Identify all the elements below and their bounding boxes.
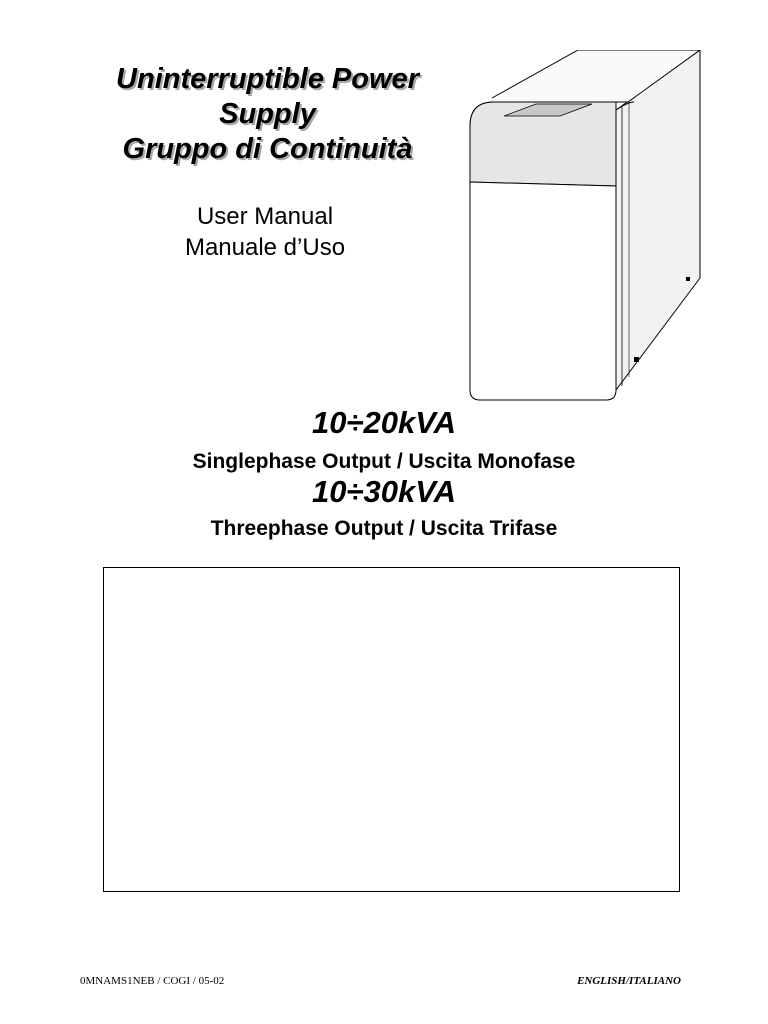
ups-cabinet-illustration xyxy=(466,50,702,402)
cabinet-foot-back xyxy=(686,277,690,281)
output-type-singlephase: Singlephase Output / Uscita Monofase xyxy=(192,450,576,473)
title-line-3: Gruppo di Continuità xyxy=(122,133,413,165)
subtitle-line-1: User Manual xyxy=(196,203,334,230)
blank-label-box xyxy=(103,567,680,892)
title-line-1: Uninterruptible Power xyxy=(116,63,419,95)
power-rating-threephase: 10÷30kVA xyxy=(312,474,456,509)
title-line-2: Supply xyxy=(219,98,316,130)
power-rating-singlephase: 10÷20kVA xyxy=(312,405,456,440)
output-type-threephase: Threephase Output / Uscita Trifase xyxy=(210,517,558,540)
document-subtitle xyxy=(80,201,450,263)
language-label: ENGLISH/ITALIANO xyxy=(577,975,681,987)
document-title xyxy=(80,62,455,167)
cabinet-front-door xyxy=(470,182,616,400)
subtitle-line-2: Manuale d’Uso xyxy=(184,234,346,261)
cabinet-foot-front xyxy=(634,357,639,362)
document-code: 0MNAMS1NEB / COGI / 05-02 xyxy=(80,975,225,987)
